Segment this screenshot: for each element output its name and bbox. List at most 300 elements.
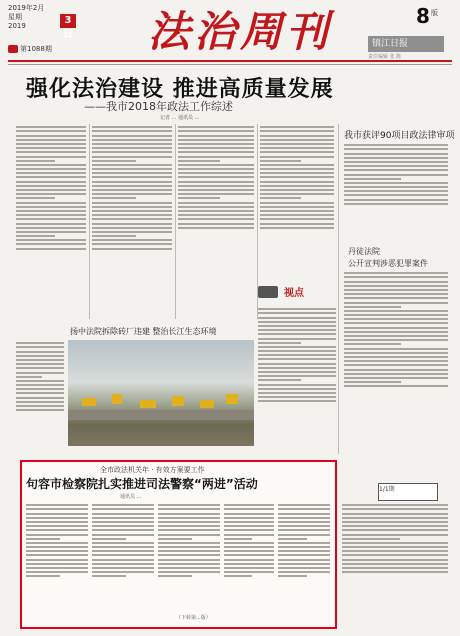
text-line bbox=[158, 575, 192, 577]
feature-column bbox=[278, 502, 330, 620]
text-line bbox=[224, 525, 274, 527]
text-line bbox=[178, 218, 254, 220]
text-line bbox=[92, 525, 154, 527]
text-line bbox=[344, 272, 448, 274]
text-line bbox=[278, 534, 330, 536]
text-line bbox=[278, 517, 330, 519]
text-line bbox=[258, 354, 336, 356]
text-line bbox=[16, 384, 64, 386]
continuation-note: （下转第...版） bbox=[176, 615, 211, 621]
text-line bbox=[258, 358, 336, 360]
text-line bbox=[260, 135, 334, 137]
text-line bbox=[342, 521, 448, 523]
text-line bbox=[26, 538, 60, 540]
text-line bbox=[344, 381, 401, 383]
text-line bbox=[178, 130, 254, 132]
sidebar-divider bbox=[338, 124, 339, 454]
text-line bbox=[224, 513, 274, 515]
text-line bbox=[158, 508, 220, 510]
text-line bbox=[260, 218, 334, 220]
text-line bbox=[16, 376, 42, 378]
text-line bbox=[344, 161, 448, 163]
text-line bbox=[92, 534, 154, 536]
text-line bbox=[344, 327, 448, 329]
text-line bbox=[260, 202, 334, 204]
text-line bbox=[16, 363, 64, 365]
text-line bbox=[178, 197, 220, 199]
text-line bbox=[16, 151, 86, 153]
text-line bbox=[342, 525, 448, 527]
date-line: 2019 bbox=[8, 22, 26, 30]
text-line bbox=[258, 350, 336, 352]
text-line bbox=[260, 214, 334, 216]
text-line bbox=[16, 206, 86, 208]
text-line bbox=[92, 130, 172, 132]
text-line bbox=[344, 339, 448, 341]
text-line bbox=[344, 182, 448, 184]
text-line bbox=[258, 400, 336, 402]
text-line bbox=[344, 297, 448, 299]
text-line bbox=[26, 575, 60, 577]
text-line bbox=[344, 318, 448, 320]
text-line bbox=[16, 397, 64, 399]
text-line bbox=[16, 405, 64, 407]
text-line bbox=[344, 335, 448, 337]
text-line bbox=[224, 517, 274, 519]
text-line bbox=[92, 542, 154, 544]
text-line bbox=[92, 176, 172, 178]
photo-road bbox=[68, 410, 254, 420]
text-line bbox=[342, 504, 448, 506]
text-line bbox=[258, 396, 336, 398]
text-line bbox=[344, 360, 448, 362]
text-line bbox=[258, 384, 336, 386]
text-line bbox=[278, 567, 330, 569]
text-line bbox=[178, 202, 254, 204]
text-line bbox=[342, 567, 448, 569]
text-line bbox=[16, 185, 86, 187]
text-line bbox=[260, 210, 334, 212]
text-line bbox=[92, 189, 172, 191]
text-line bbox=[16, 231, 86, 233]
text-line bbox=[278, 521, 330, 523]
text-line bbox=[342, 571, 448, 573]
text-line bbox=[16, 176, 86, 178]
photo-excavator bbox=[82, 398, 96, 406]
text-line bbox=[92, 248, 172, 250]
text-line bbox=[224, 529, 274, 531]
text-line bbox=[224, 534, 274, 536]
text-line bbox=[342, 546, 448, 548]
text-line bbox=[16, 380, 64, 382]
text-line bbox=[344, 186, 448, 188]
text-line bbox=[258, 375, 336, 377]
viewpoint-label bbox=[254, 282, 324, 302]
text-line bbox=[224, 538, 252, 540]
text-line bbox=[344, 153, 448, 155]
text-line bbox=[92, 156, 172, 158]
text-line bbox=[92, 559, 154, 561]
text-line bbox=[278, 525, 330, 527]
text-line bbox=[258, 346, 336, 348]
text-line bbox=[16, 401, 64, 403]
text-line bbox=[92, 164, 172, 166]
text-line bbox=[178, 151, 254, 153]
text-line bbox=[178, 147, 254, 149]
text-line bbox=[158, 554, 220, 556]
text-line bbox=[178, 223, 254, 225]
text-line bbox=[258, 333, 336, 335]
masthead-rule-thin bbox=[8, 64, 452, 65]
text-line bbox=[26, 550, 88, 552]
text-line bbox=[16, 197, 55, 199]
text-line bbox=[92, 550, 154, 552]
text-line bbox=[92, 172, 172, 174]
text-line bbox=[178, 168, 254, 170]
viewpoint-text: 视点 bbox=[284, 288, 304, 299]
text-line bbox=[224, 550, 274, 552]
text-line bbox=[26, 504, 88, 506]
text-line bbox=[278, 504, 330, 506]
text-line bbox=[16, 164, 86, 166]
text-line bbox=[16, 189, 86, 191]
text-line bbox=[224, 567, 274, 569]
text-line bbox=[92, 193, 172, 195]
photo-excavator bbox=[226, 394, 238, 404]
text-line bbox=[92, 139, 172, 141]
text-line bbox=[26, 525, 88, 527]
text-line bbox=[16, 248, 86, 250]
text-line bbox=[344, 293, 448, 295]
text-line bbox=[158, 538, 192, 540]
text-line bbox=[16, 172, 86, 174]
text-line bbox=[342, 517, 448, 519]
text-line bbox=[16, 218, 86, 220]
text-line bbox=[260, 147, 334, 149]
text-line bbox=[26, 554, 88, 556]
column-divider bbox=[89, 124, 90, 319]
photo-excavator bbox=[140, 400, 156, 408]
text-line bbox=[258, 367, 336, 369]
text-line bbox=[260, 156, 334, 158]
feature-column bbox=[92, 502, 154, 620]
text-line bbox=[344, 281, 448, 283]
text-line bbox=[278, 529, 330, 531]
text-line bbox=[92, 181, 172, 183]
feature-title: 句容市检察院扎实推进司法警察“两进”活动 bbox=[26, 477, 258, 491]
feature-byline: 通讯员 ... bbox=[120, 494, 142, 500]
text-line bbox=[178, 185, 254, 187]
text-line bbox=[26, 534, 88, 536]
text-line bbox=[16, 346, 64, 348]
text-line bbox=[16, 342, 64, 344]
text-line bbox=[92, 126, 172, 128]
text-line bbox=[16, 409, 64, 411]
issue-label: 第1088期 bbox=[20, 45, 52, 53]
text-line bbox=[344, 285, 448, 287]
text-line bbox=[92, 513, 154, 515]
text-line bbox=[16, 181, 86, 183]
text-line bbox=[344, 331, 448, 333]
lead-column bbox=[178, 124, 254, 284]
text-line bbox=[260, 151, 334, 153]
issue-number bbox=[8, 44, 52, 54]
sidebar-title-2b: 公开宣判涉恶犯罪案件 bbox=[348, 259, 428, 268]
text-line bbox=[16, 372, 64, 374]
text-line bbox=[16, 355, 64, 357]
text-line bbox=[92, 185, 172, 187]
text-line bbox=[158, 529, 220, 531]
text-line bbox=[26, 542, 88, 544]
text-line bbox=[158, 559, 220, 561]
page-label: 版 bbox=[431, 9, 438, 17]
text-line bbox=[16, 214, 86, 216]
text-line bbox=[178, 227, 254, 229]
text-line bbox=[260, 176, 334, 178]
text-line bbox=[92, 504, 154, 506]
text-line bbox=[92, 529, 154, 531]
text-line bbox=[258, 325, 336, 327]
text-line bbox=[278, 542, 330, 544]
text-line bbox=[224, 563, 274, 565]
text-line bbox=[344, 165, 448, 167]
feature-kicker: 全市政法机关年 · 有效方案要工作 bbox=[100, 466, 205, 474]
text-line bbox=[16, 239, 86, 241]
text-line bbox=[92, 210, 172, 212]
text-line bbox=[92, 567, 154, 569]
lead-column bbox=[260, 124, 334, 284]
text-line bbox=[260, 130, 334, 132]
text-line bbox=[342, 538, 400, 540]
feature-column bbox=[26, 502, 88, 620]
text-line bbox=[178, 210, 254, 212]
text-line bbox=[224, 559, 274, 561]
text-line bbox=[278, 554, 330, 556]
text-line bbox=[92, 151, 172, 153]
text-line bbox=[158, 521, 220, 523]
text-line bbox=[178, 214, 254, 216]
text-line bbox=[344, 343, 401, 345]
text-line bbox=[344, 178, 401, 180]
text-line bbox=[16, 130, 86, 132]
text-line bbox=[344, 199, 448, 201]
text-line bbox=[224, 554, 274, 556]
text-line bbox=[92, 197, 136, 199]
text-line bbox=[344, 348, 448, 350]
date-line: 星期 bbox=[8, 13, 22, 21]
text-line bbox=[26, 517, 88, 519]
masthead-rule bbox=[8, 60, 452, 62]
text-line bbox=[344, 322, 448, 324]
text-line bbox=[260, 189, 334, 191]
text-line bbox=[344, 190, 448, 192]
text-line bbox=[224, 521, 274, 523]
text-line bbox=[344, 364, 448, 366]
text-line bbox=[342, 513, 448, 515]
text-line bbox=[260, 143, 334, 145]
right-column bbox=[342, 502, 448, 612]
text-line bbox=[158, 571, 220, 573]
text-line bbox=[158, 513, 220, 515]
text-line bbox=[16, 168, 86, 170]
text-line bbox=[278, 559, 330, 561]
text-line bbox=[26, 521, 88, 523]
text-line bbox=[92, 235, 136, 237]
text-line bbox=[258, 342, 301, 344]
text-line bbox=[158, 534, 220, 536]
publication-title: 法治周刊 bbox=[148, 7, 333, 56]
text-line bbox=[92, 218, 172, 220]
text-line bbox=[16, 223, 86, 225]
masthead-date bbox=[8, 4, 58, 31]
text-line bbox=[342, 534, 448, 536]
text-line bbox=[278, 571, 330, 573]
text-line bbox=[158, 504, 220, 506]
text-line bbox=[16, 147, 86, 149]
text-line bbox=[224, 546, 274, 548]
text-line bbox=[92, 508, 154, 510]
lead-column bbox=[16, 124, 86, 319]
text-line bbox=[344, 369, 448, 371]
photo-caption: 扬中法院拆除砖厂违建 整治长江生态环境 bbox=[70, 327, 217, 336]
text-line bbox=[342, 554, 448, 556]
text-line bbox=[258, 338, 336, 340]
text-line bbox=[344, 276, 448, 278]
text-line bbox=[178, 181, 254, 183]
text-line bbox=[260, 223, 334, 225]
text-line bbox=[92, 563, 154, 565]
text-line bbox=[92, 521, 154, 523]
feature-column bbox=[224, 502, 274, 620]
text-line bbox=[342, 529, 448, 531]
text-line bbox=[16, 202, 86, 204]
photo-excavator bbox=[172, 396, 184, 406]
text-line bbox=[260, 172, 334, 174]
text-line bbox=[92, 160, 136, 162]
text-line bbox=[16, 351, 64, 353]
text-line bbox=[26, 529, 88, 531]
text-line bbox=[342, 550, 448, 552]
date-line: 2019年2月 bbox=[8, 4, 45, 12]
sidebar-title-1: 我市获评90项目政法律审项 bbox=[344, 131, 455, 141]
text-line bbox=[278, 563, 330, 565]
text-line bbox=[258, 321, 336, 323]
text-line bbox=[342, 563, 448, 565]
text-line bbox=[344, 302, 448, 304]
right-column bbox=[258, 306, 336, 454]
text-line bbox=[178, 206, 254, 208]
text-line bbox=[158, 517, 220, 519]
text-line bbox=[344, 314, 448, 316]
text-line bbox=[178, 160, 220, 162]
text-line bbox=[224, 504, 274, 506]
text-line bbox=[278, 513, 330, 515]
text-line bbox=[344, 352, 448, 354]
text-line bbox=[278, 546, 330, 548]
sidebar-column bbox=[344, 270, 448, 450]
text-line bbox=[92, 231, 172, 233]
photo-excavator bbox=[200, 400, 214, 408]
text-line bbox=[158, 550, 220, 552]
text-line bbox=[258, 379, 301, 381]
text-line bbox=[344, 377, 448, 379]
text-line bbox=[158, 546, 220, 548]
text-line bbox=[258, 312, 336, 314]
sidebar-column bbox=[344, 142, 448, 242]
text-line bbox=[178, 164, 254, 166]
text-line bbox=[344, 385, 448, 387]
text-line bbox=[178, 189, 254, 191]
text-line bbox=[16, 235, 55, 237]
left-column bbox=[16, 340, 64, 452]
text-line bbox=[344, 174, 448, 176]
text-line bbox=[260, 197, 301, 199]
text-line bbox=[260, 185, 334, 187]
text-line bbox=[224, 575, 252, 577]
text-line bbox=[178, 143, 254, 145]
text-line bbox=[344, 356, 448, 358]
lead-subhead: ——我市2018年政法工作综述 bbox=[84, 100, 233, 113]
text-line bbox=[260, 126, 334, 128]
page-number: 8 bbox=[416, 4, 430, 28]
text-line bbox=[26, 567, 88, 569]
text-line bbox=[16, 135, 86, 137]
text-line bbox=[258, 329, 336, 331]
text-line bbox=[344, 310, 448, 312]
text-line bbox=[158, 563, 220, 565]
text-line bbox=[158, 542, 220, 544]
text-line bbox=[258, 308, 336, 310]
text-line bbox=[16, 227, 86, 229]
lead-headline: 强化法治建设 推进高质量发展 bbox=[26, 77, 334, 102]
text-line bbox=[16, 367, 64, 369]
text-line bbox=[178, 176, 254, 178]
text-line bbox=[92, 571, 154, 573]
text-line bbox=[342, 508, 448, 510]
text-line bbox=[260, 168, 334, 170]
text-line bbox=[16, 243, 86, 245]
camera-icon bbox=[258, 286, 278, 298]
text-line bbox=[224, 571, 274, 573]
text-line bbox=[16, 193, 86, 195]
text-line bbox=[260, 193, 334, 195]
text-line bbox=[260, 181, 334, 183]
issue-icon bbox=[8, 45, 18, 53]
text-line bbox=[16, 359, 64, 361]
text-line bbox=[258, 317, 336, 319]
text-line bbox=[224, 542, 274, 544]
text-line bbox=[258, 392, 336, 394]
text-line bbox=[344, 289, 448, 291]
newspaper-logo: 镇江日报 bbox=[368, 36, 444, 52]
text-line bbox=[26, 571, 88, 573]
text-line bbox=[224, 508, 274, 510]
text-line bbox=[344, 194, 448, 196]
text-line bbox=[26, 546, 88, 548]
text-line bbox=[178, 172, 254, 174]
text-line bbox=[278, 508, 330, 510]
text-line bbox=[92, 517, 154, 519]
text-line bbox=[92, 168, 172, 170]
text-line bbox=[16, 143, 86, 145]
text-line bbox=[342, 559, 448, 561]
text-line bbox=[278, 538, 307, 540]
text-line bbox=[260, 164, 334, 166]
construction-photo bbox=[68, 340, 254, 446]
text-line bbox=[92, 546, 154, 548]
text-line bbox=[92, 143, 172, 145]
text-line bbox=[26, 563, 88, 565]
